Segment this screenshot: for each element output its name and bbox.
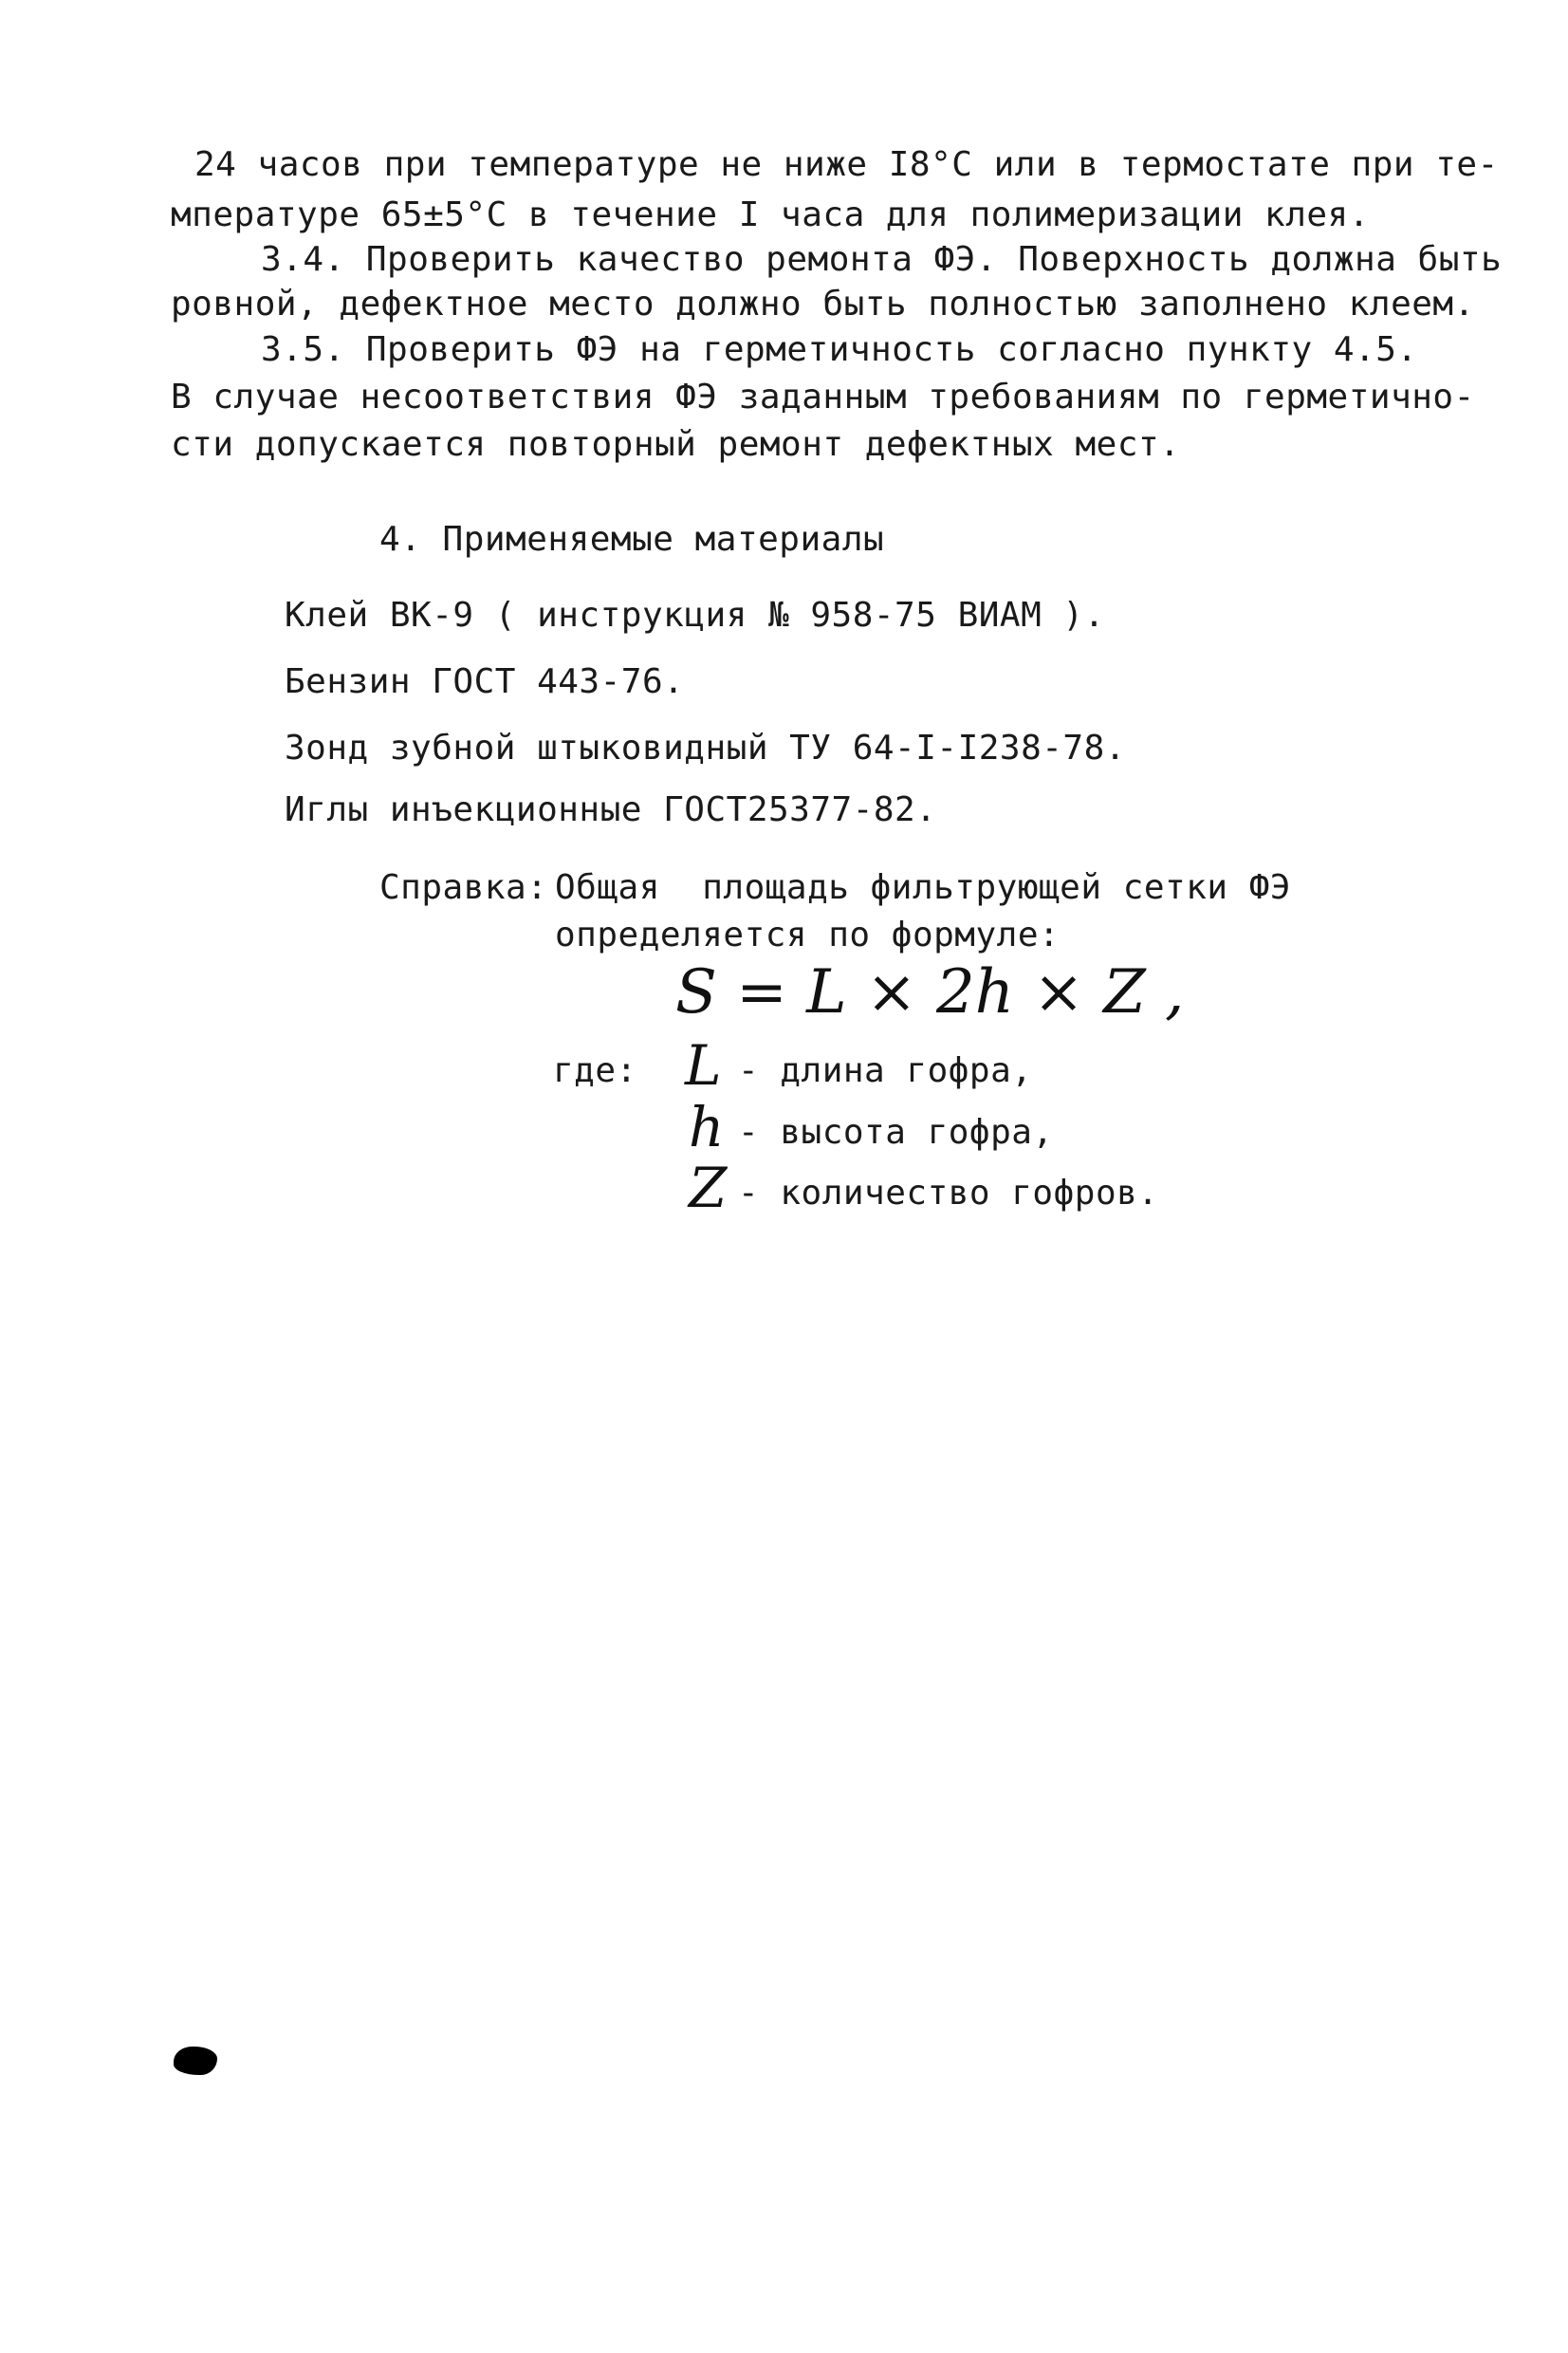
where-label: где:: [553, 1051, 637, 1090]
note-label: Справка:: [379, 868, 548, 907]
definition-length: - длина гофра,: [738, 1051, 1033, 1090]
paragraph-3-5-line: 3.5. Проверить ФЭ на герметичность согласно пункту 4.5.: [261, 330, 1418, 369]
section-heading: 4. Применяемые материалы: [379, 520, 885, 559]
materials-item: Бензин ГОСТ 443-76.: [285, 662, 685, 701]
paragraph-3-5-line: В случае несоответствия ФЭ заданным требованиям по герметично-: [171, 378, 1475, 417]
paragraph-3-5-line: сти допускается повторный ремонт дефектных мест.: [171, 425, 1181, 464]
definition-height: - высота гофра,: [738, 1113, 1054, 1152]
ink-blot: [174, 2047, 217, 2075]
paragraph-line: 24 часов при температуре не ниже I8°C или в термостате при те-: [194, 145, 1499, 184]
materials-item: Клей ВК-9 ( инструкция № 958-75 ВИАМ ).: [285, 596, 1105, 635]
materials-item: Зонд зубной штыковидный ТУ 64-I-I238-78.: [285, 729, 1126, 768]
symbol-l: L: [685, 1033, 722, 1098]
definition-count: - количество гофров.: [738, 1174, 1159, 1213]
note-text: Общая площадь фильтрующей сетки ФЭ: [555, 868, 1292, 907]
area-formula: S = L × 2h × Z ,: [675, 957, 1185, 1028]
note-text: определяется по формуле:: [555, 916, 1061, 954]
symbol-h: h: [689, 1095, 725, 1159]
paragraph-line: мпературе 65±5°C в течение I часа для полимеризации клея.: [171, 195, 1370, 234]
paragraph-3-4-line: ровной, дефектное место должно быть полностью заполнено клеем.: [171, 285, 1475, 324]
materials-item: Иглы инъекционные ГОСТ25377-82.: [285, 790, 937, 829]
symbol-z: Z: [689, 1156, 728, 1220]
paragraph-3-4-line: 3.4. Проверить качество ремонта ФЭ. Поверхность должна быть: [261, 240, 1503, 279]
